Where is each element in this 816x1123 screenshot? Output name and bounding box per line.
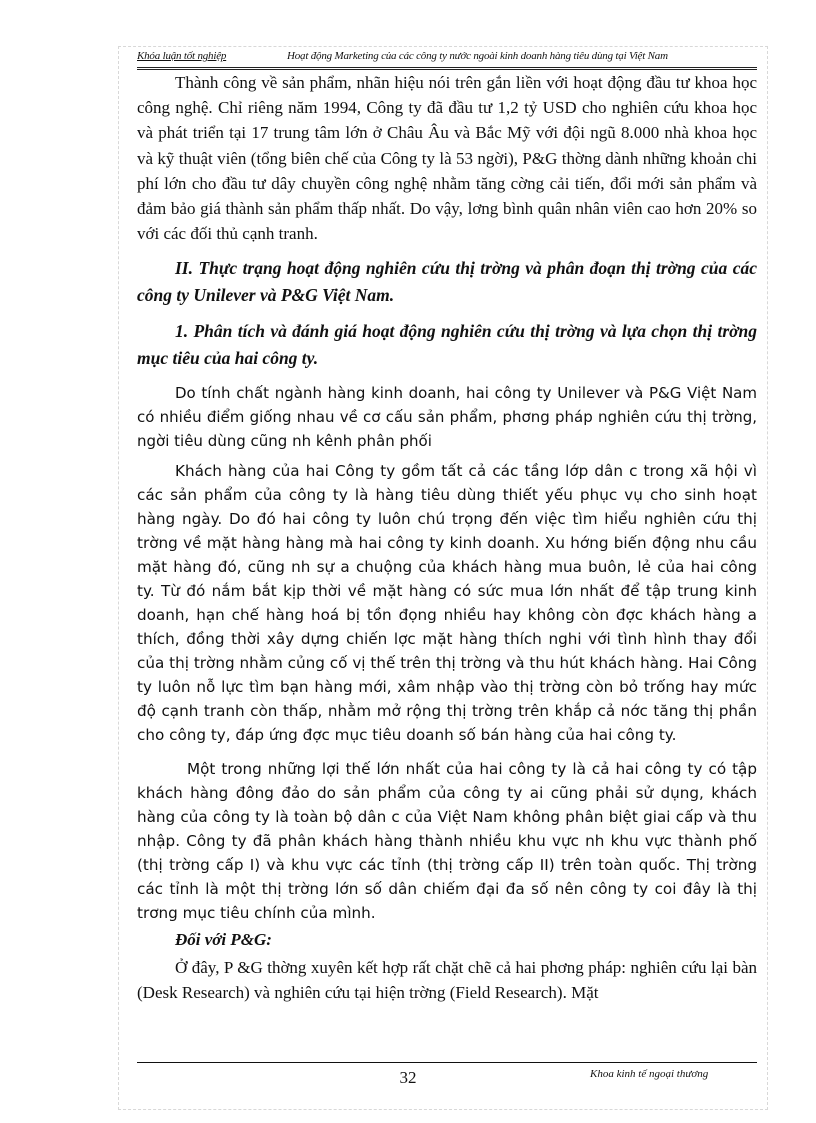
subsection-heading: 1. Phân tích và đánh giá hoạt động nghiên cứu thị trờng và lựa chọn thị trờng mục tiêu của hai công ty. bbox=[137, 321, 757, 369]
document-body bbox=[137, 70, 757, 1005]
paragraph-pg: Ở đây, P &G thờng xuyên kết hợp rất chặt chẽ cả hai phơng pháp: nghiên cứu lại bàn (Desk Research) và nghiên cứu tại hiện trờng (Field Research). Mặt bbox=[137, 958, 757, 1003]
paragraph-intro: Thành công về sản phẩm, nhãn hiệu nói trên gắn liền với hoạt động đầu tư khoa học công nghệ. Chỉ riêng năm 1994, Công ty đã đầu tư 1,2 tỷ USD cho nghiên cứu khoa học và phát triển tại 17 trung tâm lớn ở Châu Âu và Bắc Mỹ với đội ngũ 8.000 nhà khoa học và kỹ thuật viên (tổng biên chế của Công ty là 53 ngời), P&G thờng dành những khoản chi phí lớn cho đầu tư dây chuyền công nghệ nhằm tăng cờng cải tiến, đổi mới sản phẩm và đảm bảo giá thành sản phẩm thấp nhất. Do vậy, lơng bình quân nhân viên cao hơn 20% so với các đối thủ cạnh tranh. bbox=[137, 73, 757, 244]
paragraph-customers: Khách hàng của hai Công ty gồm tất cả các tầng lớp dân c trong xã hội vì các sản phẩm của công ty là hàng tiêu dùng thiết yếu phục vụ cho sinh hoạt hàng ngày. Do đó hai công ty luôn chú trọng đến việc tìm hiểu nghiên cứu thị trờng về mặt hàng hàng mà hai công ty kinh doanh. Xu hớng biến động nhu cầu mặt hàng đó, cũng nh sự a chuộng của khách hàng mua buôn, lẻ của hai công ty. Từ đó nắm bắt kịp thời về mặt hàng có sức mua lớn nhất để tập trung kinh doanh, hạn chế hàng hoá bị tồn đọng nhiều hay không còn đợc khách hàng a thích, đồng thời xây dựng chiến lợc mặt hàng thích nghi với tình hình thay đổi của thị trờng nhằm củng cố vị thế trên thị trờng và thu hút khách hàng. Hai Công ty luôn nỗ lực tìm bạn hàng mới, xâm nhập vào thị trờng còn bỏ trống hay mức độ cạnh tranh còn thấp, nhằm mở rộng thị trờng trên khắp cả nớc tăng thị phần cho công ty, đáp ứng đợc mục tiêu doanh số bán hàng của hai công ty. bbox=[137, 462, 757, 745]
paragraph-advantage: Một trong những lợi thế lớn nhất của hai công ty là cả hai công ty có tập khách hàng đông đảo do sản phẩm của công ty ai cũng phải sử dụng, khách hàng của công ty là toàn bộ dân c của Việt Nam không phân biệt giai cấp và thu nhập. Công ty đã phân khách hàng thành nhiều khu vực nh khu vực thành phố (thị trờng cấp I) và khu vực các tỉnh (thị trờng cấp II) trên toàn quốc. Thị trờng các tỉnh là một thị trờng lớn số dân chiếm đại đa số nên công ty coi đây là thị trơng mục tiêu chính của mình. bbox=[137, 760, 757, 923]
footer-right-text: Khoa kinh tế ngoại thương bbox=[590, 1068, 709, 1080]
header-left-text: Khóa luận tốt nghiệp bbox=[137, 50, 227, 62]
header-right-text: Hoạt động Marketing của các công ty nước ngoài kinh doanh hàng tiêu dùng tại Việt Nam bbox=[287, 50, 668, 62]
page-header bbox=[137, 50, 757, 70]
page-number: 32 bbox=[399, 1068, 417, 1087]
paragraph-similar: Do tính chất ngành hàng kinh doanh, hai công ty Unilever và P&G Việt Nam có nhiều điểm giống nhau về cơ cấu sản phẩm, phơng pháp nghiên cứu thị trờng, ngời tiêu dùng cũng nh kênh phân phối bbox=[137, 384, 757, 451]
heading-pg: Đối với P&G: bbox=[175, 930, 272, 950]
footer-rule bbox=[137, 1062, 757, 1063]
section-heading: II. Thực trạng hoạt động nghiên cứu thị trờng và phân đoạn thị trờng của các công ty Unilever và P&G Việt Nam. bbox=[137, 258, 757, 306]
